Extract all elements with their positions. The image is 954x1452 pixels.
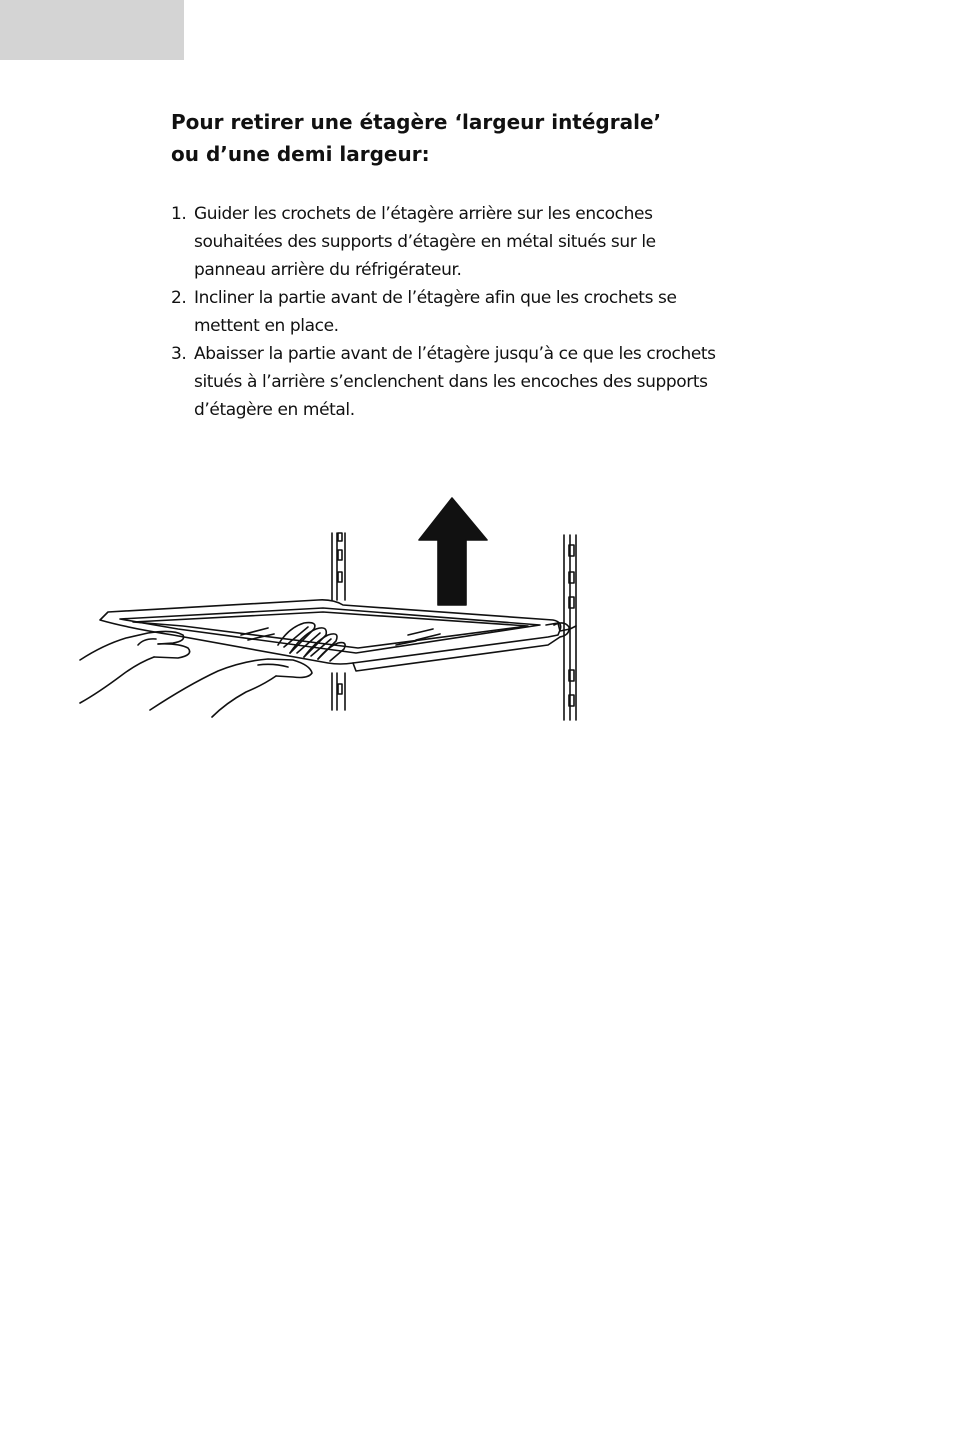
step-text-line: d’étagère en métal.: [194, 400, 355, 420]
step-1: [171, 200, 811, 284]
step-3: [171, 340, 811, 424]
step-text-line: souhaitées des supports d’étagère en métal situés sur le: [194, 232, 656, 252]
step-number: 3.: [171, 344, 187, 364]
right-hand: [150, 659, 312, 717]
left-hand: [80, 631, 190, 703]
step-number: 2.: [171, 288, 187, 308]
left-support-rail: [332, 533, 345, 710]
section-heading: [171, 106, 771, 170]
instruction-steps: [171, 200, 811, 424]
heading-line-1: Pour retirer une étagère ‘largeur intégrale’: [171, 110, 662, 134]
corner-tab: [0, 0, 184, 60]
shelf: [100, 600, 576, 671]
step-number: 1.: [171, 204, 187, 224]
step-2: [171, 284, 811, 340]
heading-line-2: ou d’une demi largeur:: [171, 142, 430, 166]
shelf-removal-illustration: [78, 495, 598, 725]
step-text-line: Incliner la partie avant de l’étagère afin que les crochets se: [194, 288, 677, 308]
step-text-line: mettent en place.: [194, 316, 339, 336]
step-text-line: Guider les crochets de l’étagère arrière sur les encoches: [194, 204, 653, 224]
step-text-line: Abaisser la partie avant de l’étagère jusqu’à ce que les crochets: [194, 344, 716, 364]
step-text-line: panneau arrière du réfrigérateur.: [194, 260, 462, 280]
step-text-line: situés à l’arrière s’enclenchent dans les encoches des supports: [194, 372, 708, 392]
up-arrow-icon: [419, 498, 487, 605]
